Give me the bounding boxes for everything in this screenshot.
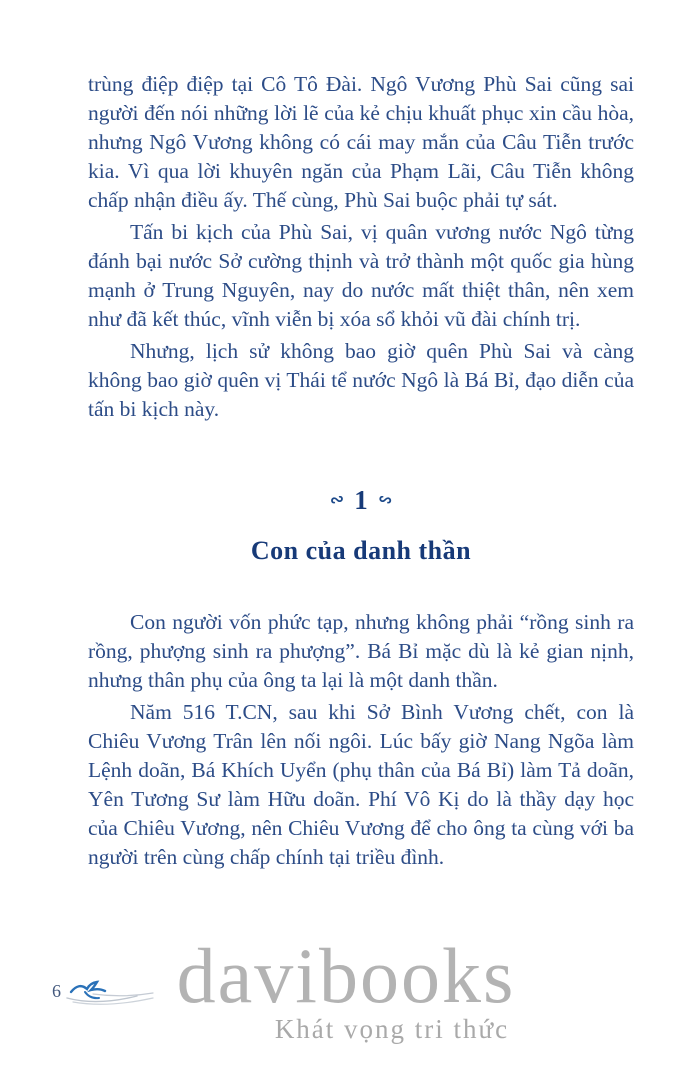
page-number-group bbox=[52, 976, 183, 1006]
paragraph-continuation: trùng điệp điệp tại Cô Tô Đài. Ngô Vương Phù Sai cũng sai người đến nói những lời lẽ của kẻ chịu khuất phục xin cầu hòa, nhưng Ngô Vương không có cái may mắn của Câu Tiễn trước kia. Vì qua lời khuyên ngăn của Phạm Lãi, Câu Tiễn không chấp nhận điều ấy. Thế cùng, Phù Sai buộc phải tự sát. bbox=[88, 72, 634, 213]
watermark-subtitle: Khát vọng tri thức bbox=[274, 1014, 510, 1044]
chapter-number-row bbox=[88, 482, 634, 518]
ornament-left-icon: ∾ bbox=[327, 488, 347, 512]
chapter-heading bbox=[88, 482, 634, 568]
publisher-watermark bbox=[0, 932, 700, 1045]
ornament-right-icon: ∾ bbox=[375, 488, 395, 512]
paragraph: Năm 516 T.CN, sau khi Sở Bình Vương chết, con là Chiêu Vương Trân lên nối ngôi. Lúc bấy giờ Nang Ngõa làm Lệnh doãn, Bá Khích Uyển (phụ thân của Bá Bỉ) làm Tả doãn, Yên Tương Sư làm Hữu doãn. Phí Vô Kị do là thầy dạy học của Chiêu Vương, nên Chiêu Vương để cho ông ta cùng với ba người trên cùng chấp chính tại triều đình. bbox=[88, 699, 634, 869]
bird-flourish-icon bbox=[63, 976, 183, 1006]
page-number: 6 bbox=[52, 980, 61, 1001]
chapter-title: Con của danh thần bbox=[250, 535, 472, 565]
paragraph: Nhưng, lịch sử không bao giờ quên Phù Sai và càng không bao giờ quên vị Thái tể nước Ngô là Bá Bỉ, đạo diễn của tấn bi kịch này. bbox=[88, 339, 634, 422]
watermark-title: davibooks bbox=[176, 932, 516, 1019]
paragraph: Con người vốn phức tạp, nhưng không phải “rồng sinh ra rồng, phượng sinh ra phượng”. Bá Bỉ mặc dù là kẻ gian nịnh, nhưng thân phụ của ông ta lại là một danh thần. bbox=[88, 609, 634, 692]
paragraph: Tấn bi kịch của Phù Sai, vị quân vương nước Ngô từng đánh bại nước Sở cường thịnh và trở thành một quốc gia hùng mạnh ở Trung Nguyên, nay do nước mất thiệt thân, nên xem như đã kết thúc, vĩnh viễn bị xóa sổ khỏi vũ đài chính trị. bbox=[88, 220, 634, 332]
chapter-number: 1 bbox=[354, 485, 368, 516]
page-content bbox=[88, 70, 634, 875]
